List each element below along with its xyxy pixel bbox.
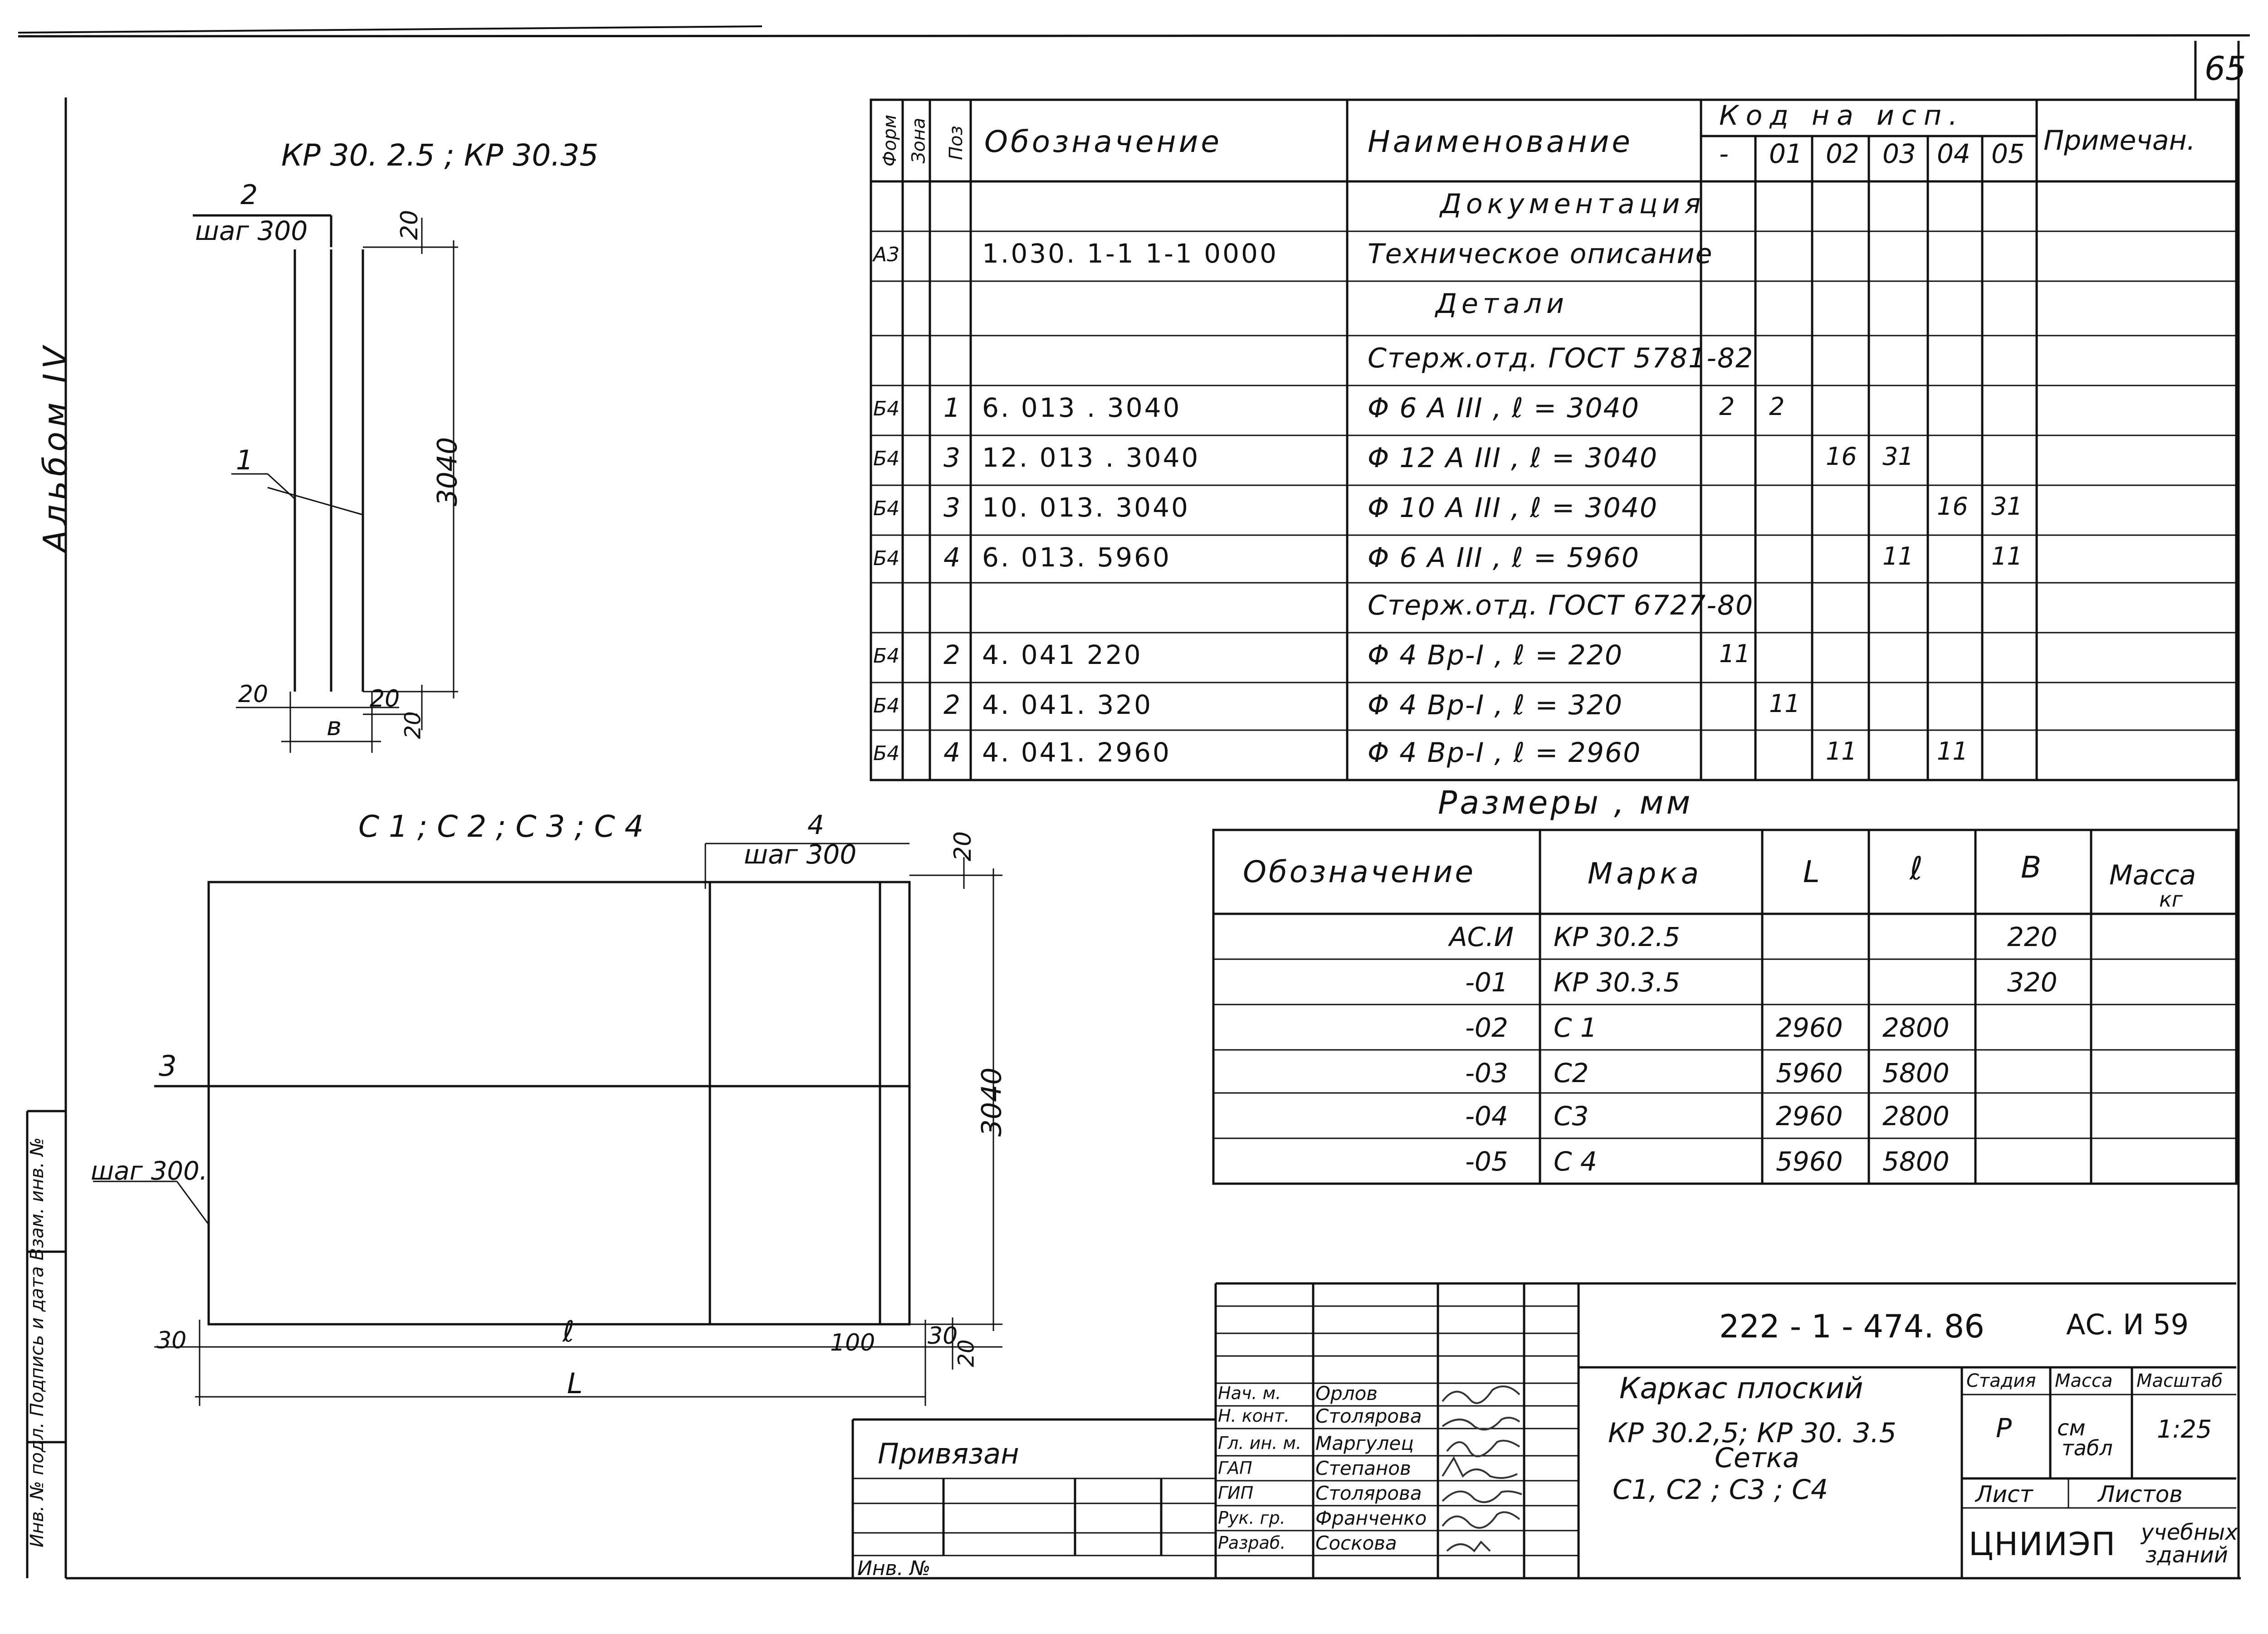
spec-cell-qty: 2: [1769, 392, 1785, 421]
tied-label: Привязан: [878, 1437, 1019, 1470]
spec-cell-name: Детали: [1436, 288, 1569, 320]
spec-cell-qty: 31: [1882, 442, 1914, 471]
dims-cell-mark: С3: [1554, 1101, 1589, 1132]
dims-cell-L: 5960: [1776, 1058, 1843, 1088]
dims-cell-mark: С2: [1554, 1058, 1589, 1088]
sheets-header: Листов: [2098, 1481, 2183, 1507]
mass-value-1: см: [2057, 1415, 2086, 1441]
spec-h-form: Форм: [880, 114, 901, 167]
signature-role: ГИП: [1218, 1483, 1254, 1503]
title-line-2: КР 30.2,5; КР 30. 3.5: [1608, 1417, 1897, 1449]
dims-cell-L: 2960: [1776, 1012, 1843, 1043]
kr-dim-b: в: [327, 712, 342, 741]
spec-cell-name: Φ 4 Вр-I , ℓ = 2960: [1368, 737, 1642, 769]
spec-cell-qty: 16: [1826, 442, 1857, 471]
spec-cell-qty: 11: [1991, 542, 2023, 571]
kr-dim-20-bot: 20: [400, 711, 426, 739]
spec-cell-name: Техническое описание: [1368, 238, 1713, 270]
dims-h-mass-unit: кг: [2159, 887, 2183, 912]
album-label: Альбом IV: [36, 342, 74, 552]
dims-cell-b: 220: [2007, 922, 2058, 952]
spec-code-col-header: 02: [1826, 138, 1859, 169]
dims-cell-l: 2800: [1882, 1101, 1950, 1132]
spec-code-col-header: -: [1719, 138, 1729, 169]
mass-value-2: табл: [2062, 1436, 2113, 1460]
signature-role: Н. конт.: [1218, 1406, 1290, 1426]
spec-cell-form: Б4: [873, 397, 900, 420]
scale-header: Масштаб: [2136, 1371, 2223, 1391]
dims-cell-designation: -02: [1465, 1012, 1508, 1043]
dims-cell-mark: С 4: [1554, 1146, 1597, 1177]
dims-cell-mark: КР 30.3.5: [1554, 967, 1681, 998]
spec-cell-name: Стерж.отд. ГОСТ 6727-80: [1368, 590, 1754, 621]
c-dim-100: 100: [830, 1329, 875, 1356]
spec-h-designation: Обозначение: [984, 124, 1222, 159]
spec-cell-form: Б4: [873, 742, 900, 765]
dims-h-L: L: [1803, 854, 1820, 889]
dims-h-l: ℓ: [1910, 850, 1923, 887]
dims-h-b: В: [2021, 850, 2042, 885]
spec-cell-designation: 4. 041 220: [982, 639, 1143, 670]
spec-cell-qty: 11: [1937, 737, 1968, 766]
spec-cell-qty: 31: [1991, 492, 2023, 521]
kr-dim-3040: 3040: [431, 437, 464, 507]
signature-name: Маргулец: [1315, 1432, 1414, 1454]
spec-h-pos: Поз: [945, 126, 967, 160]
spec-cell-name: Φ 4 Вр-I , ℓ = 320: [1368, 689, 1623, 721]
title-line-3: Сетка: [1715, 1442, 1799, 1474]
dims-cell-designation: АС.И: [1449, 922, 1514, 952]
project-code: 222 - 1 - 474. 86: [1719, 1308, 1984, 1345]
spec-h-zone: Зона: [908, 117, 929, 164]
spec-h-code: Код на исп.: [1719, 100, 1965, 132]
spec-cell-qty: 11: [1719, 639, 1750, 668]
spec-cell-pos: 3: [943, 442, 960, 473]
signature-role: Гл. ин. м.: [1218, 1433, 1302, 1453]
org-name: ЦНИИЭП: [1969, 1526, 2116, 1563]
dims-cell-L: 5960: [1776, 1146, 1843, 1177]
c-dim-20-right: 20: [953, 1339, 979, 1367]
spec-cell-name: Стерж.отд. ГОСТ 5781-82: [1368, 342, 1754, 374]
spec-cell-pos: 2: [943, 689, 960, 720]
c-step-top: шаг 300: [744, 839, 857, 870]
dims-h-mark: Марка: [1588, 857, 1702, 891]
spec-cell-qty: 11: [1882, 542, 1914, 571]
spec-cell-designation: 1.030. 1-1 1-1 0000: [982, 238, 1278, 269]
c-dim-L: L: [567, 1367, 583, 1400]
c-title: С 1 ; С 2 ; С 3 ; С 4: [358, 809, 644, 844]
spec-cell-form: Б4: [873, 694, 900, 717]
spec-cell-name: Φ 10 А III , ℓ = 3040: [1368, 492, 1658, 524]
dims-cell-l: 5800: [1882, 1146, 1950, 1177]
dims-cell-mark: С 1: [1554, 1012, 1597, 1043]
kr-pos-1: 1: [236, 444, 254, 476]
kr-title: КР 30. 2.5 ; КР 30.35: [281, 138, 599, 173]
spec-cell-designation: 12. 013 . 3040: [982, 442, 1200, 473]
signature-name: Столярова: [1315, 1482, 1422, 1504]
dims-h-designation: Обозначение: [1243, 854, 1476, 889]
mass-header: Масса: [2055, 1371, 2113, 1391]
c-pos-4: 4: [807, 810, 824, 840]
scale-value: 1:25: [2157, 1415, 2212, 1444]
spec-cell-form: Б4: [873, 644, 900, 668]
signature-name: Столярова: [1315, 1405, 1422, 1427]
spec-cell-qty: 11: [1826, 737, 1857, 766]
c-pos-3: 3: [159, 1049, 177, 1083]
signature-role: Рук. гр.: [1218, 1508, 1286, 1528]
c-dim-3040: 3040: [976, 1067, 1008, 1137]
spec-h-name: Наименование: [1368, 124, 1633, 159]
spec-cell-form: Б4: [873, 547, 900, 570]
dims-cell-designation: -04: [1465, 1101, 1508, 1132]
org-sub-1: учебных: [2141, 1520, 2238, 1545]
spec-cell-name: Φ 6 А III , ℓ = 3040: [1368, 392, 1640, 424]
kr-dim-20-br: 20: [370, 685, 400, 712]
spec-cell-pos: 1: [943, 392, 960, 423]
kr-step-label: шаг 300: [195, 215, 308, 246]
c-dim-l: ℓ: [562, 1315, 575, 1349]
title-line-1: Каркас плоский: [1619, 1372, 1863, 1405]
title-line-4: С1, С2 ; С3 ; С4: [1613, 1474, 1828, 1506]
spec-cell-pos: 4: [943, 737, 960, 768]
signature-role: Нач. м.: [1218, 1383, 1281, 1403]
spec-cell-form: А3: [873, 243, 900, 266]
spec-cell-form: Б4: [873, 447, 900, 470]
spec-cell-qty: 16: [1937, 492, 1968, 521]
signature-name: Соскова: [1315, 1532, 1397, 1554]
kr-pos-2: 2: [240, 179, 258, 211]
signature-role: ГАП: [1218, 1458, 1252, 1478]
spec-cell-form: Б4: [873, 497, 900, 520]
stage-header: Стадия: [1966, 1371, 2036, 1391]
dims-cell-l: 5800: [1882, 1058, 1950, 1088]
spec-code-col-header: 03: [1882, 138, 1916, 169]
dims-cell-designation: -05: [1465, 1146, 1508, 1177]
dims-cell-designation: -03: [1465, 1058, 1508, 1088]
c-dim-30-left: 30: [156, 1327, 187, 1354]
spec-cell-pos: 3: [943, 492, 960, 523]
kr-dim-20-bl: 20: [238, 681, 269, 708]
spec-cell-name: Документация: [1440, 188, 1706, 220]
org-sub-2: зданий: [2146, 1542, 2228, 1568]
spec-cell-designation: 6. 013 . 3040: [982, 392, 1182, 423]
spec-cell-name: Φ 6 А III , ℓ = 5960: [1368, 542, 1640, 574]
kr-dim-20-top: 20: [396, 210, 424, 240]
c-dim-20-top: 20: [949, 831, 977, 862]
stage-value: Р: [1996, 1413, 2012, 1444]
dims-cell-b: 320: [2007, 967, 2058, 998]
dims-title: Размеры , мм: [1438, 784, 1693, 821]
signature-name: Степанов: [1315, 1457, 1411, 1479]
signature-name: Орлов: [1315, 1382, 1378, 1405]
spec-h-note: Примечан.: [2043, 125, 2195, 156]
spec-cell-designation: 10. 013. 3040: [982, 492, 1190, 523]
inv-label: Инв. №: [857, 1557, 931, 1580]
spec-cell-pos: 2: [943, 639, 960, 670]
spec-code-col-header: 04: [1937, 138, 1970, 169]
signature-name: Франченко: [1315, 1507, 1427, 1529]
dims-cell-designation: -01: [1465, 967, 1508, 998]
spec-cell-designation: 4. 041. 320: [982, 689, 1153, 720]
spec-cell-name: Φ 4 Вр-I , ℓ = 220: [1368, 639, 1623, 671]
dims-h-mass: Масса: [2109, 859, 2196, 891]
c-step-left: шаг 300.: [91, 1156, 208, 1186]
spec-cell-designation: 6. 013. 5960: [982, 542, 1171, 573]
page-number: 65: [2204, 49, 2246, 88]
spec-code-col-header: 05: [1991, 138, 2025, 169]
left-margin-label: Инв. № подл. Подпись и дата Взам. инв. №: [27, 1137, 48, 1548]
signature-role: Разраб.: [1218, 1533, 1286, 1553]
dims-cell-l: 2800: [1882, 1012, 1950, 1043]
spec-cell-name: Φ 12 А III , ℓ = 3040: [1368, 442, 1658, 474]
spec-code-col-header: 01: [1769, 138, 1803, 169]
spec-cell-qty: 11: [1769, 689, 1800, 718]
sheet-code: АС. И 59: [2066, 1308, 2189, 1341]
dims-cell-mark: КР 30.2.5: [1554, 922, 1681, 952]
c-dim-30-right: 30: [928, 1322, 958, 1350]
spec-cell-qty: 2: [1719, 392, 1735, 421]
sheet-header: Лист: [1975, 1481, 2033, 1507]
spec-cell-pos: 4: [943, 542, 960, 573]
spec-cell-designation: 4. 041. 2960: [982, 737, 1171, 768]
dims-cell-L: 2960: [1776, 1101, 1843, 1132]
